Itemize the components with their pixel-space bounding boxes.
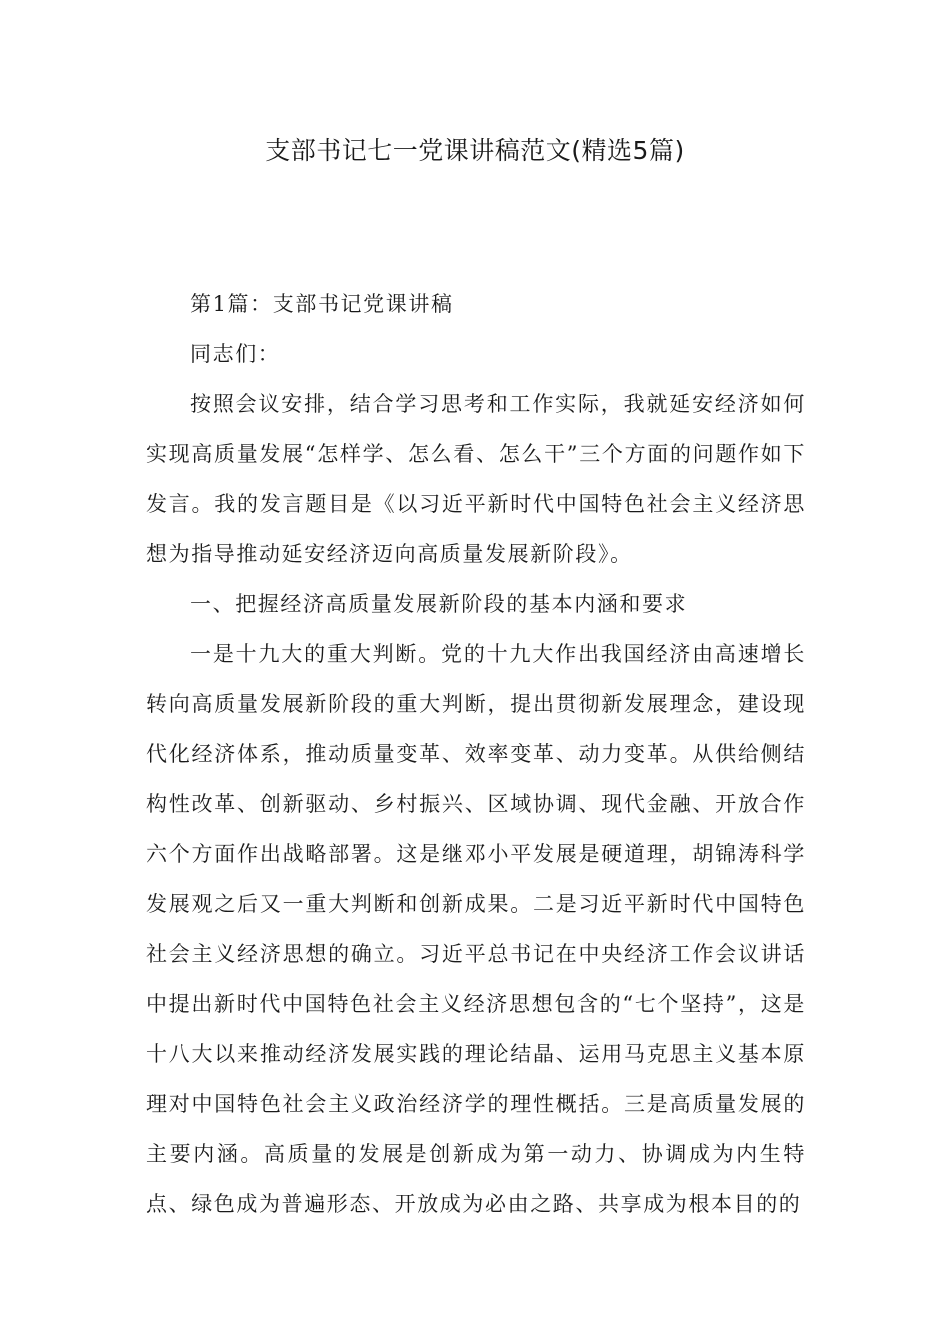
document-title: 支部书记七一党课讲稿范文(精选5篇) bbox=[265, 136, 685, 165]
section-heading: 第1篇：支部书记党课讲稿 bbox=[190, 292, 454, 316]
subheading-part-one: 一、把握经济高质量发展新阶段的基本内涵和要求 bbox=[190, 592, 688, 616]
greeting: 同志们： bbox=[190, 342, 281, 366]
body-paragraph-intro: 按照会议安排，结合学习思考和工作实际，我就延安经济如何实现高质量发展“怎样学、怎么看、怎么干”三个方面的问题作如下发言。我的发言题目是《以习近平新时代中国特色社会主义经济思想为指导推动延安经济迈向高质量发展新阶段》。 bbox=[146, 392, 806, 566]
document-body bbox=[146, 279, 806, 1229]
body-paragraph-main: 一是十九大的重大判断。党的十九大作出我国经济由高速增长转向高质量发展新阶段的重大判断，提出贯彻新发展理念，建设现代化经济体系，推动质量变革、效率变革、动力变革。从供给侧结构性改革、创新驱动、乡村振兴、区域协调、现代金融、开放合作六个方面作出战略部署。这是继邓小平发展是硬道理，胡锦涛科学发展观之后又一重大判断和创新成果。二是习近平新时代中国特色社会主义经济思想的确立。习近平总书记在中央经济工作会议讲话中提出新时代中国特色社会主义经济思想包含的“七个坚持”，这是十八大以来推动经济发展实践的理论结晶、运用马克思主义基本原理对中国特色社会主义政治经济学的理性概括。三是高质量发展的主要内涵。高质量的发展是创新成为第一动力、协调成为内生特点、绿色成为普遍形态、开放成为必由之路、共享成为根本目的的 bbox=[146, 642, 806, 1216]
